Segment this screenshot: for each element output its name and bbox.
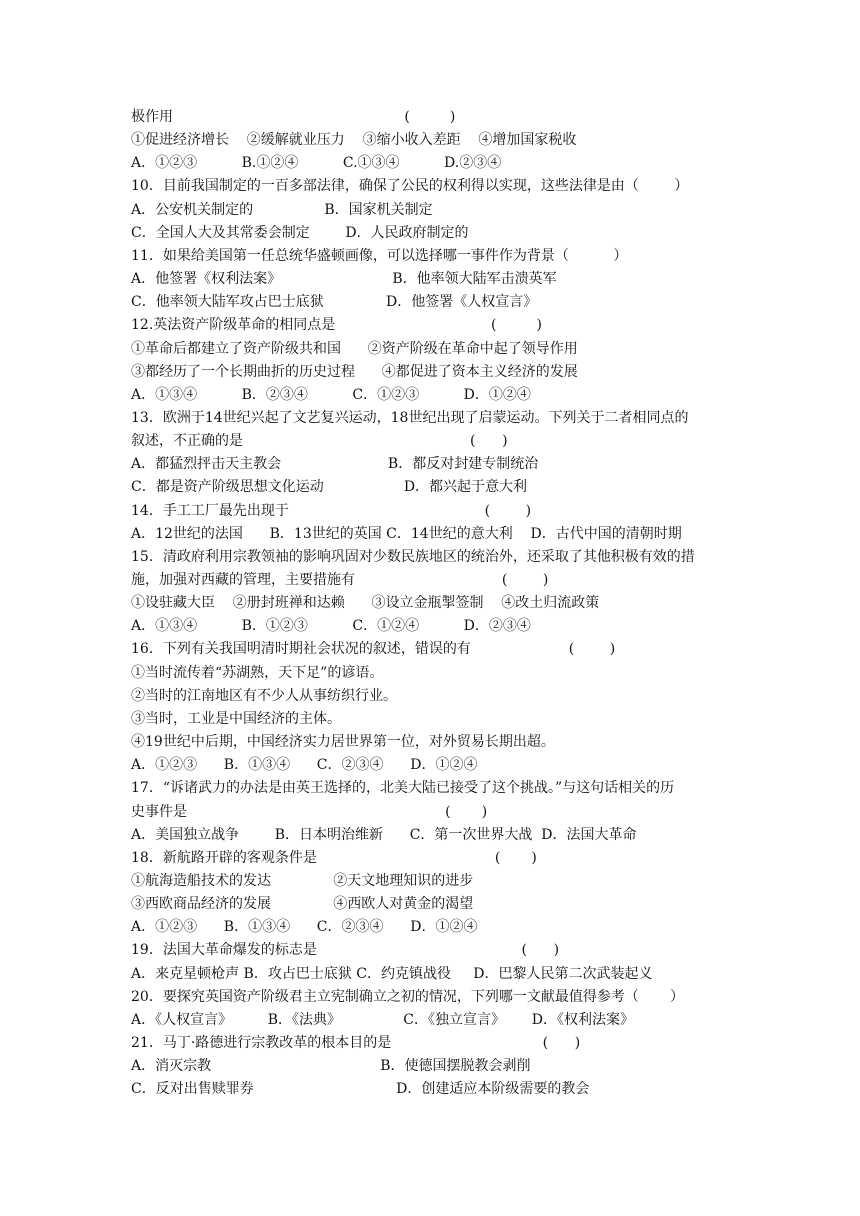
text-line: A．①②③ B.①②④ C.①③④ D.②③④ xyxy=(131,155,502,172)
text-line: 18．新航路开辟的客观条件是 ( ) xyxy=(131,849,537,866)
text-line: 13．欧洲于14世纪兴起了文艺复兴运动，18世纪出现了启蒙运动。下列关于二者相同点的 xyxy=(131,409,689,426)
text-line: ③都经历了一个长期曲折的历史过程 ④都促进了资本主义经济的发展 xyxy=(131,363,578,380)
text-line: 施，加强对西藏的管理，主要措施有 ( ) xyxy=(131,572,549,588)
text-line: 15．清政府利用宗教领袖的影响巩固对少数民族地区的统治外，还采取了其他积极有效的措 xyxy=(131,548,695,565)
text-line: 21．马丁·路德进行宗教改革的根本目的是 ( ) xyxy=(131,1035,581,1051)
text-line: ②当时的江南地区有不少人从事纺织行业。 xyxy=(131,687,397,704)
text-line: A．①③④ B．②③④ C．①②③ D．①②④ xyxy=(131,386,531,403)
text-line: A．①③④ B．①②③ C．①②④ D．②③④ xyxy=(131,618,531,635)
text-line: ③当时，工业是中国经济的主体。 xyxy=(131,710,341,727)
text-line: ①设驻藏大臣 ②册封班禅和达赖 ③设立金瓶掣签制 ④改土归流政策 xyxy=(131,595,600,612)
text-line: ①航海造船技术的发达 ②天文地理知识的进步 xyxy=(131,872,474,889)
text-line: 20．要探究英国资产阶级君主立宪制确立之初的情况，下列哪一文献最值得参考（ ） xyxy=(131,988,684,1005)
text-line: 14．手工工厂最先出现于 ( ) xyxy=(131,502,532,519)
text-line: ①革命后都建立了资产阶级共和国 ②资产阶级在革命中起了领导作用 xyxy=(131,340,578,357)
text-line: 17．“诉诸武力的办法是由英王选择的，北美大陆已接受了这个挑战。”与这句话相关的历 xyxy=(131,780,675,797)
text-line: 16．下列有关我国明清时期社会状况的叙述，错误的有 ( ) xyxy=(131,641,616,658)
text-line: ①当时流传着“苏湖熟，天下足”的谚语。 xyxy=(131,664,384,681)
text-line: 12.英法资产阶级革命的相同点是 ( ) xyxy=(131,317,542,334)
text-line: A．都猛烈抨击天主教会 B．都反对封建专制统治 xyxy=(131,456,539,473)
text-line: 10．目前我国制定的一百多部法律，确保了公民的权利得以实现，这些法律是由（ ） xyxy=(131,178,689,195)
text-line: ③西欧商品经济的发展 ④西欧人对黄金的渴望 xyxy=(131,896,474,913)
text-line: 叙述，不正确的是 ( ) xyxy=(131,433,508,450)
text-line: 19．法国大革命爆发的标志是 ( ) xyxy=(131,942,560,959)
text-line: A．来克星顿枪声 B．攻占巴士底狱 C．约克镇战役 D．巴黎人民第二次武装起义 xyxy=(131,965,653,982)
text-line: A．他签署《权利法案》 B．他率领大陆军击溃英军 xyxy=(131,271,557,287)
text-line: A．12世纪的法国 B．13世纪的英国 C．14世纪的意大利 D．古代中国的清朝时期 xyxy=(131,525,682,542)
text-line: C．反对出售赎罪券 D．创建适应本阶级需要的教会 xyxy=(131,1081,590,1098)
text-line: C．全国人大及其常委会制定 D．人民政府制定的 xyxy=(131,224,469,241)
text-line: C．他率领大陆军攻占巴士底狱 D．他签署《人权宣言》 xyxy=(131,294,538,311)
text-line: ④19世纪中后期，中国经济实力居世界第一位，对外贸易长期出超。 xyxy=(131,734,555,750)
text-line: 11．如果给美国第一任总统华盛顿画像，可以选择哪一事件作为背景（ ） xyxy=(131,247,628,264)
text-line: A．公安机关制定的 B．国家机关制定 xyxy=(131,201,433,218)
text-line: A．《人权宣言》 B．《法典》 C．《独立宣言》 D．《权利法案》 xyxy=(131,1011,634,1028)
text-line: A．①②③ B．①③④ C．②③④ D．①②④ xyxy=(131,919,478,936)
text-line: 极作用 ( ) xyxy=(131,109,456,125)
text-line: A．消灭宗教 B．使德国摆脱教会剥削 xyxy=(131,1058,531,1075)
text-line: A．美国独立战争 B．日本明治维新 C．第一次世界大战 D．法国大革命 xyxy=(131,826,637,843)
text-line: A．①②③ B．①③④ C．②③④ D．①②④ xyxy=(131,757,478,774)
text-line: ①促进经济增长 ②缓解就业压力 ③缩小收入差距 ④增加国家税收 xyxy=(131,132,577,149)
text-line: 史事件是 ( ) xyxy=(131,803,488,820)
text-line: C．都是资产阶级思想文化运动 D．都兴起于意大利 xyxy=(131,479,528,496)
